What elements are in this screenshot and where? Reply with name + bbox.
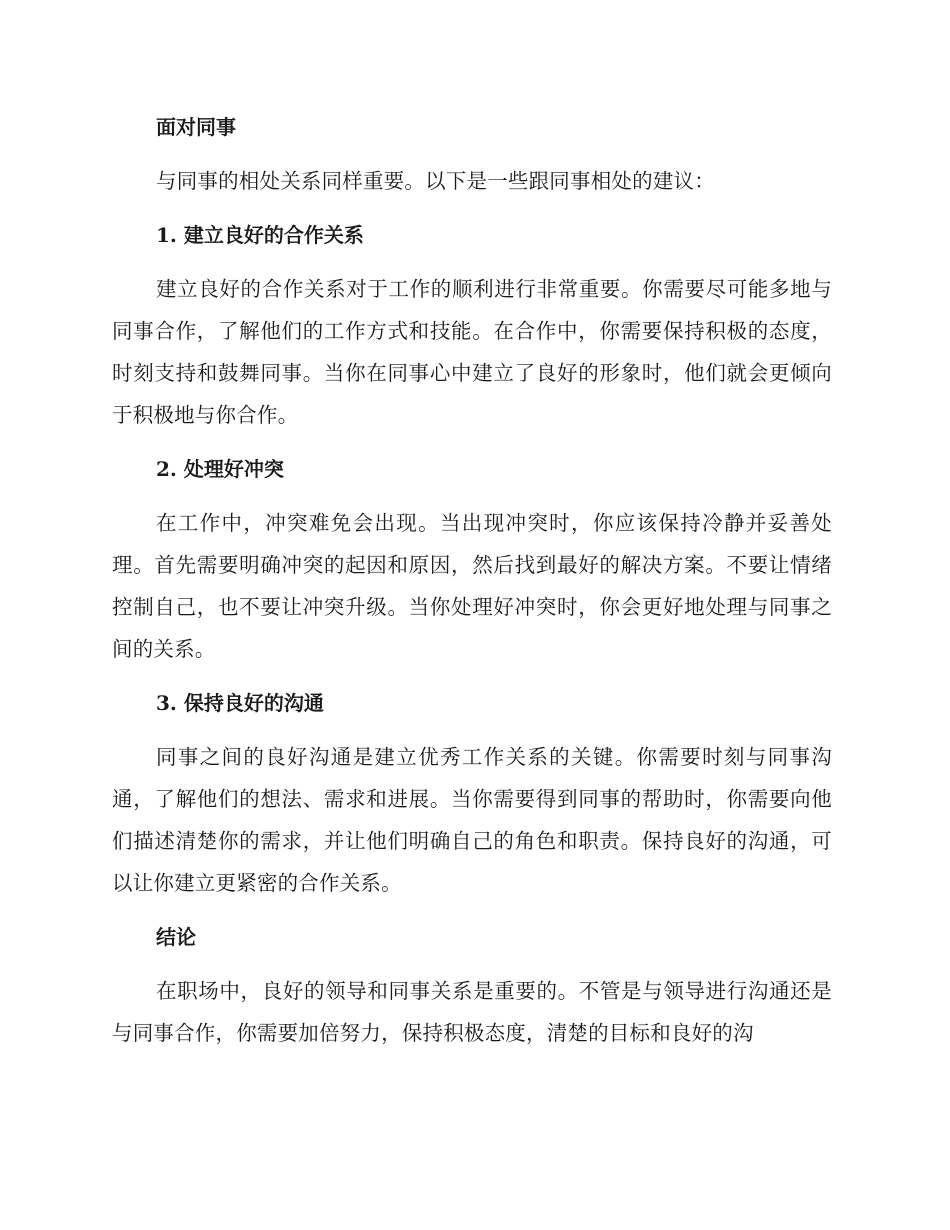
conclusion-heading: 结论 bbox=[156, 925, 196, 949]
tip-heading-communication: 3. 保持良好的沟通 bbox=[156, 691, 324, 715]
conflict-paragraph: 在工作中，冲突难免会出现。当出现冲突时，你应该保持冷静并妥善处理。首先需要明确冲突的起因和原因，然后找到最好的解决方案。不要让情绪控制自己，也不要让冲突升级。当你处理好冲突时，你会更好地处理与同事之间的关系。 bbox=[112, 511, 832, 661]
section-heading-colleagues: 面对同事 bbox=[156, 115, 236, 139]
tip-heading-cooperation: 1. 建立良好的合作关系 bbox=[156, 223, 364, 247]
intro-paragraph: 与同事的相处关系同样重要。以下是一些跟同事相处的建议： bbox=[156, 169, 715, 193]
tip-heading-conflict: 2. 处理好冲突 bbox=[156, 457, 284, 481]
communication-paragraph: 同事之间的良好沟通是建立优秀工作关系的关键。你需要时刻与同事沟通，了解他们的想法、需求和进展。当你需要得到同事的帮助时，你需要向他们描述清楚你的需求，并让他们明确自己的角色和职责。保持良好的沟通，可以让你建立更紧密的合作关系。 bbox=[112, 745, 832, 895]
conclusion-paragraph: 在职场中，良好的领导和同事关系是重要的。不管是与领导进行沟通还是与同事合作，你需要加倍努力，保持积极态度，清楚的目标和良好的沟 bbox=[112, 979, 832, 1045]
document-page bbox=[112, 106, 832, 1066]
cooperation-paragraph: 建立良好的合作关系对于工作的顺利进行非常重要。你需要尽可能多地与同事合作，了解他们的工作方式和技能。在合作中，你需要保持积极的态度，时刻支持和鼓舞同事。当你在同事心中建立了良好的形象时，他们就会更倾向于积极地与你合作。 bbox=[112, 277, 832, 427]
